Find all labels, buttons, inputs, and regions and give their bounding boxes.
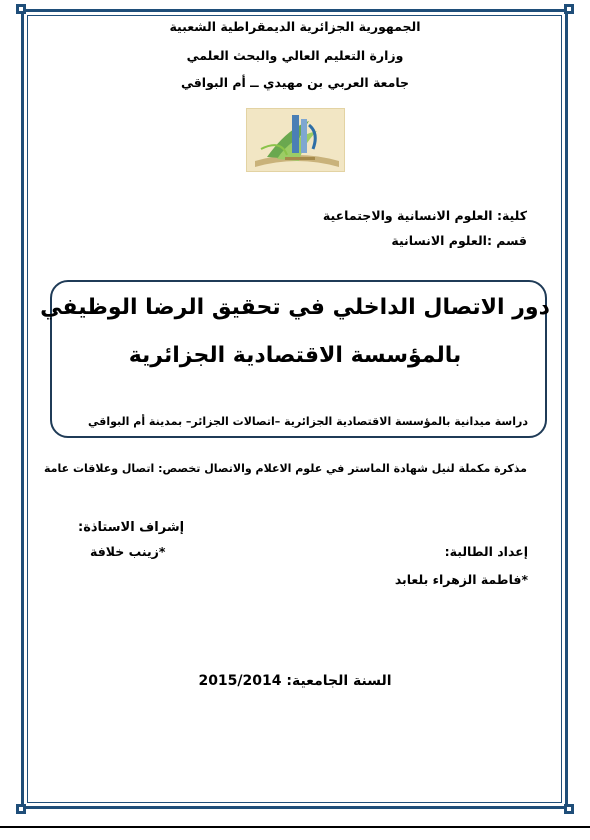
- academic-year: [0, 673, 590, 689]
- corner-ornament: [564, 4, 574, 14]
- header-ministry: وزارة التعليم العالي والبحث العلمي: [186, 48, 404, 63]
- supervisor-label: إشراف الاستاذة:: [78, 520, 185, 535]
- memo-description: مذكرة مكملة لنيل شهادة الماستر في علوم الاعلام والاتصال تخصص: اتصال وعلاقات عامة: [44, 462, 527, 475]
- supervisor-name: *زينب خلافة: [90, 544, 166, 559]
- corner-ornament: [16, 804, 26, 814]
- page-bottom-rule: [0, 826, 590, 828]
- thesis-subtitle: دراسة ميدانية بالمؤسسة الاقتصادية الجزائرية –اتصالات الجزائر– بمدينة أم البواقي: [88, 415, 528, 428]
- student-name: *فاطمة الزهراء بلعابد: [394, 572, 528, 587]
- thesis-title-line2: بالمؤسسة الاقتصادية الجزائرية: [128, 343, 462, 368]
- faculty-label: كلية: العلوم الانسانية والاجتماعية: [322, 208, 527, 223]
- corner-ornament: [16, 4, 26, 14]
- academic-year-label: السنة الجامعية:: [286, 673, 392, 689]
- academic-year-value: 2015/2014: [198, 673, 282, 689]
- department-label: قسم :العلوم الانسانية: [391, 233, 527, 248]
- university-logo-icon: [246, 108, 345, 172]
- thesis-title-line1: دور الاتصال الداخلي في تحقيق الرضا الوظيفي: [40, 295, 550, 320]
- header-republic: الجمهورية الجزائرية الديمقراطية الشعبية: [169, 19, 421, 34]
- header-university: جامعة العربي بن مهيدي ــ أم البواقي: [180, 75, 410, 90]
- corner-ornament: [564, 804, 574, 814]
- student-label: إعداد الطالبة:: [444, 544, 528, 559]
